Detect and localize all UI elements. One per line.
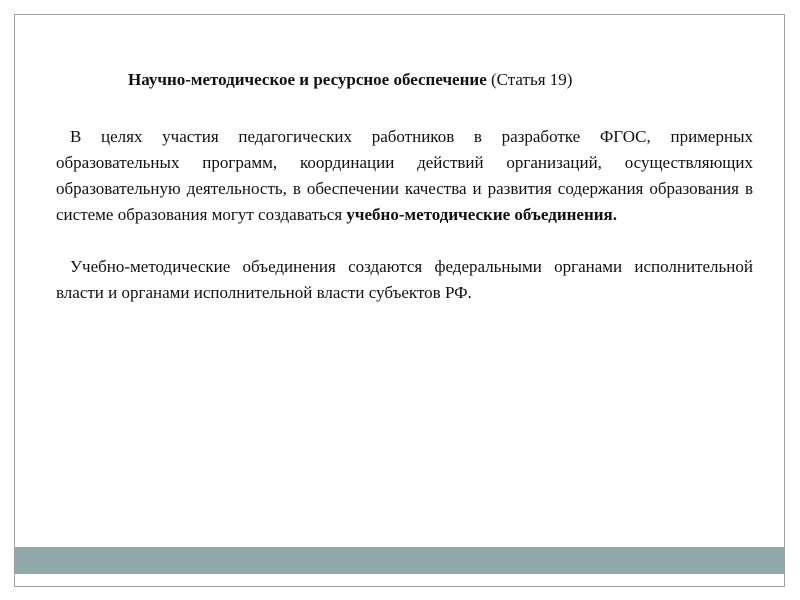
- footer-bar: [15, 547, 784, 574]
- title-article-ref: (Статья 19): [486, 70, 573, 89]
- paragraph-1: [56, 124, 753, 228]
- paragraph-2-text: Учебно-методические объединения создаются федеральными органами исполнительной власти и органами исполнительной власти субъектов РФ.: [56, 257, 753, 302]
- slide-panel: [14, 14, 785, 587]
- slide-title: [128, 70, 748, 90]
- paragraph-1-text: В целях участия педагогических работников в разработке ФГОС, примерных образовательных программ, координации действий организаций, осуществляющих образовательную деятельность, в обеспечении качества и развития содержания образования в системе образования могут создаваться: [56, 127, 753, 224]
- paragraph-1-bold: учебно-методические объединения.: [346, 205, 618, 224]
- title-bold: Научно-методическое и ресурсное обеспечение: [128, 70, 487, 89]
- slide-body: [56, 124, 753, 306]
- paragraph-2: [56, 254, 753, 306]
